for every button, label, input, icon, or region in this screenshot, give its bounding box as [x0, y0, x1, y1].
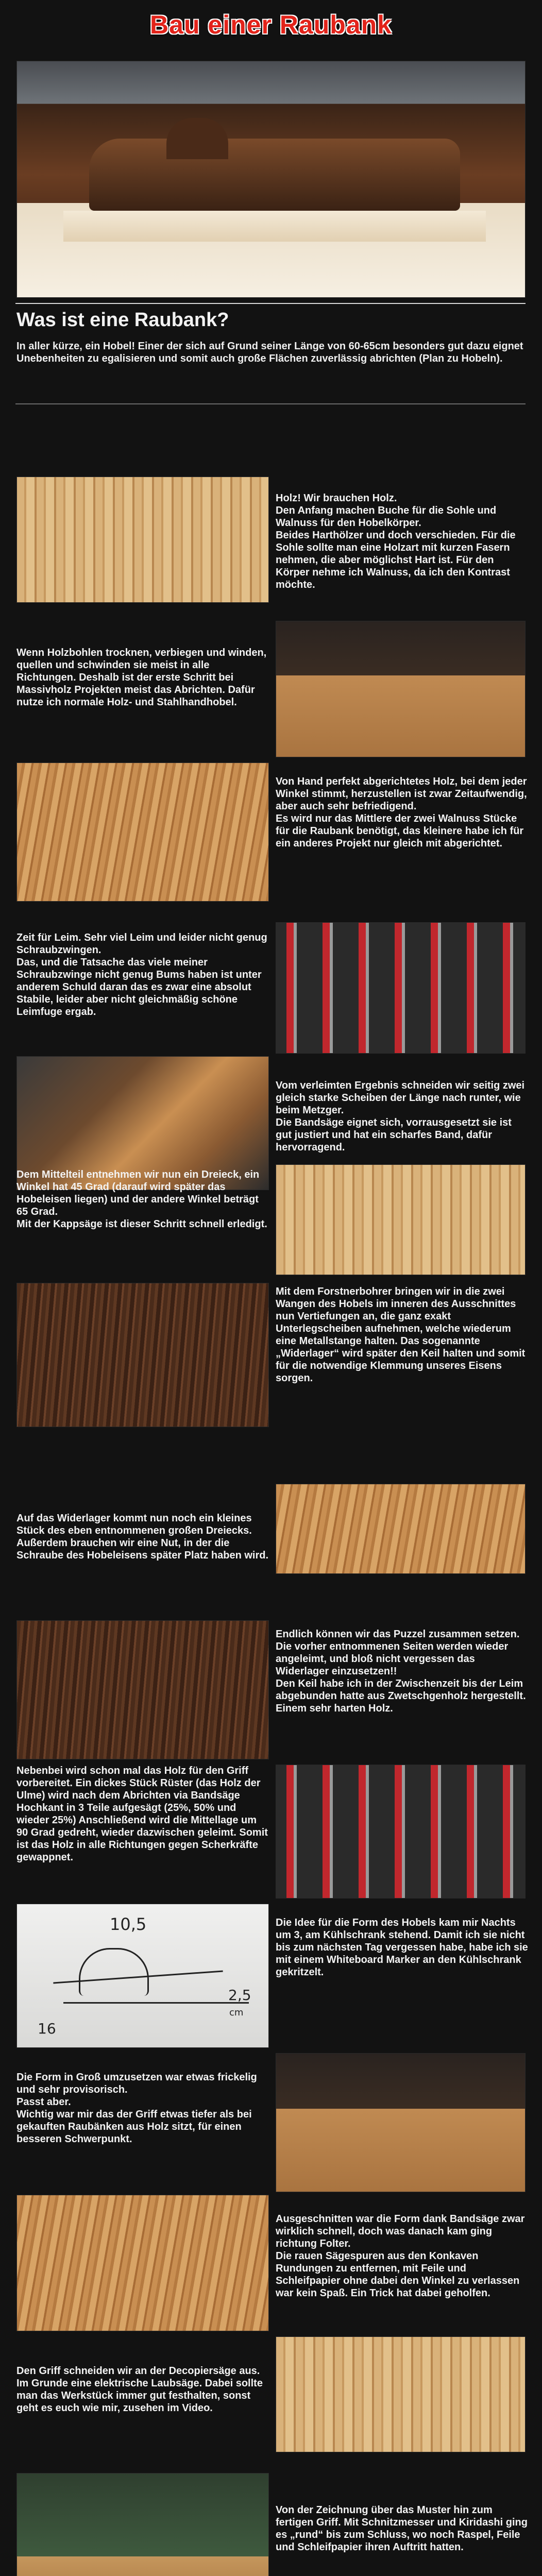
step-photo-1: [16, 477, 269, 603]
step-photo-14: [276, 2336, 526, 2452]
step-text-7: Mit dem Forstnerbohrer bringen wir in die zwei Wangen des Hobels im inneren des Ausschnittes nun Vertiefungen an, die ganz exakt Unterlegscheiben aufnehmen, welche wiederum eine Metallstange halten. Das sogenannte „Widerlager“ wird später den Keil halten und somit für die notwendige Klemmung unseres Eisens sorgen.: [276, 1286, 526, 1384]
step-photo-7: [16, 1283, 269, 1427]
divider: [15, 303, 526, 304]
sketch-unit: cm: [229, 2007, 244, 2018]
intro-text: In aller kürze, ein Hobel! Einer der sich auf Grund seiner Länge von 60-65cm besonders gut dazu eignet Unebenheiten zu egalisieren und somit auch große Flächen zuverlässig abrichten (Plan zu Hobeln).: [16, 341, 523, 364]
step-photo-12: [276, 2053, 526, 2192]
step-text-12: Die Form in Groß umzusetzen war etwas frickelig und sehr provisorisch. Passt aber. Wichtig war mir das der Griff etwas tiefer als bei gekauften Raubänken aus Holz sitzt, für einen besseren Schwerpunkt.: [16, 2072, 257, 2145]
divider: [15, 403, 526, 404]
step-text-1: Holz! Wir brauchen Holz. Den Anfang machen Buche für die Sohle und Walnuss für den Hobelkörper. Beides Harthölzer und doch verschieden. Für die Sohle sollte man eine Holzart mit kurzen Fasern nehmen, die aber möglichst Hart ist. Für den Körper nehme ich Walnuss, da ich den Kontrast möchte.: [276, 493, 516, 590]
step-photo-9: [16, 1620, 269, 1759]
section-heading: Was ist eine Raubank?: [16, 309, 229, 331]
sketch-dim-left: 16: [38, 2020, 56, 2037]
step-text-2: Wenn Holzbohlen trocknen, verbiegen und winden, quellen und schwinden sie meist in alle Richtungen. Deshalb ist der erste Schritt bei Massivholz Projekten meist das Abrichten. Dafür nutze ich normale Holz- und Stahlhandhobel.: [16, 647, 267, 708]
step-text-6: Dem Mittelteil entnehmen wir nun ein Dreieck, ein Winkel hat 45 Grad (darauf wird später das Hobeleisen liegen) und der andere Winkel beträgt 65 Grad. Mit der Kappsäge ist dieser Schritt schnell erledigt.: [16, 1169, 267, 1230]
step-photo-2: [276, 621, 526, 757]
step-text-4: Zeit für Leim. Sehr viel Leim und leider nicht genug Schraubzwingen. Das, und die Tatsache das viele meiner Schraubzwinge nicht genug Bums haben ist unter anderem Schuld daran das es zwar eine absolut Stabile, leider aber nicht gleichmäßig schöne Leimfuge ergab.: [16, 932, 267, 1018]
step-photo-6: [276, 1164, 526, 1275]
step-text-15: Von der Zeichnung über das Muster hin zum fertigen Griff. Mit Schnitzmesser und Kiridashi ging es „rund“ bis zum Schluss, wo noch Raspel, Feile und Schleifpapier ihren Auftritt hatten.: [276, 2504, 528, 2553]
step-photo-13: [16, 2195, 269, 2331]
step-photo-15: [16, 2473, 269, 2576]
step-text-11: Die Idee für die Form des Hobels kam mir Nachts um 3, am Kühlschrank stehend. Damit ich sie nicht bis zum nächsten Tag vergessen habe, habe ich sie mit einem Whiteboard Marker an den Kühlschrank gekritzelt.: [276, 1917, 528, 1978]
step-text-8: Auf das Widerlager kommt nun noch ein kleines Stück des eben entnommenen großen Dreiecks. Außerdem brauchen wir eine Nut, in der die Schraube des Hobeleisens später Platz haben wird.: [16, 1513, 269, 1561]
sketch-dim-right: 2,5: [228, 1987, 251, 2004]
step-photo-10: [276, 1765, 526, 1899]
hero-photo: [16, 61, 526, 298]
step-text-9: Endlich können wir das Puzzel zusammen setzen. Die vorher entnommenen Seiten werden wieder angeleimt, und bloß nicht vergessen das Widerlager einzusetzen!! Den Keil habe ich in der Zwischenzeit bis der Leim abgebunden hatte aus Zwetschgenholz hergestellt. Einem sehr harten Holz.: [276, 1629, 526, 1714]
step-text-5: Vom verleimten Ergebnis schneiden wir seitig zwei gleich starke Scheiben der Länge nach runter, wie beim Metzger. Die Bandsäge eignet sich, vorrausgesetzt sie ist gut justiert und hat ein scharfes Band, dafür hervorragend.: [276, 1080, 525, 1153]
page-title: Bau einer Raubank: [150, 10, 392, 39]
step-photo-8: [276, 1484, 526, 1574]
step-text-3: Von Hand perfekt abgerichtetes Holz, bei dem jeder Winkel stimmt, herzustellen ist zwar Zeitaufwendig, aber auch sehr befriedigend. Es wird nur das Mittlere der zwei Walnuss Stücke für die Raubank benötigt, das kleinere habe ich für ein anderes Projekt nur gleich mit abgerichtet.: [276, 776, 527, 849]
sketch-photo: [16, 1904, 269, 2048]
sketch-dim-top: 10,5: [110, 1914, 147, 1934]
step-text-14: Den Griff schneiden wir an der Decopiersäge aus. Im Grunde eine elektrische Laubsäge. Dabei sollte man das Werkstück immer gut festhalten, sonst geht es euch wie mir, zusehen im Video.: [16, 2365, 263, 2414]
step-text-10: Nebenbei wird schon mal das Holz für den Griff vorbereitet. Ein dickes Stück Rüster (das Holz der Ulme) wird nach dem Abrichten via Bandsäge Hochkant in 3 Teile aufgesägt (25%, 50% und wieder 25%) Anschließend wird die Mittellage um 90 Grad gedreht, wieder dazwischen geleimt. Somit ist das Holz in alle Richtungen gegen Scherkräfte gewappnet.: [16, 1765, 268, 1863]
step-text-13: Ausgeschnitten war die Form dank Bandsäge zwar wirklich schnell, doch was danach kam ging richtung Folter. Die rauen Sägespuren aus den Konkaven Rundungen zu entfernen, mit Feile und Schleifpapier ohne dabei den Winkel zu verlassen war kein Spaß. Ein Trick hat dabei geholfen.: [276, 2213, 525, 2299]
step-photo-3: [16, 762, 269, 902]
step-photo-4: [276, 922, 526, 1054]
